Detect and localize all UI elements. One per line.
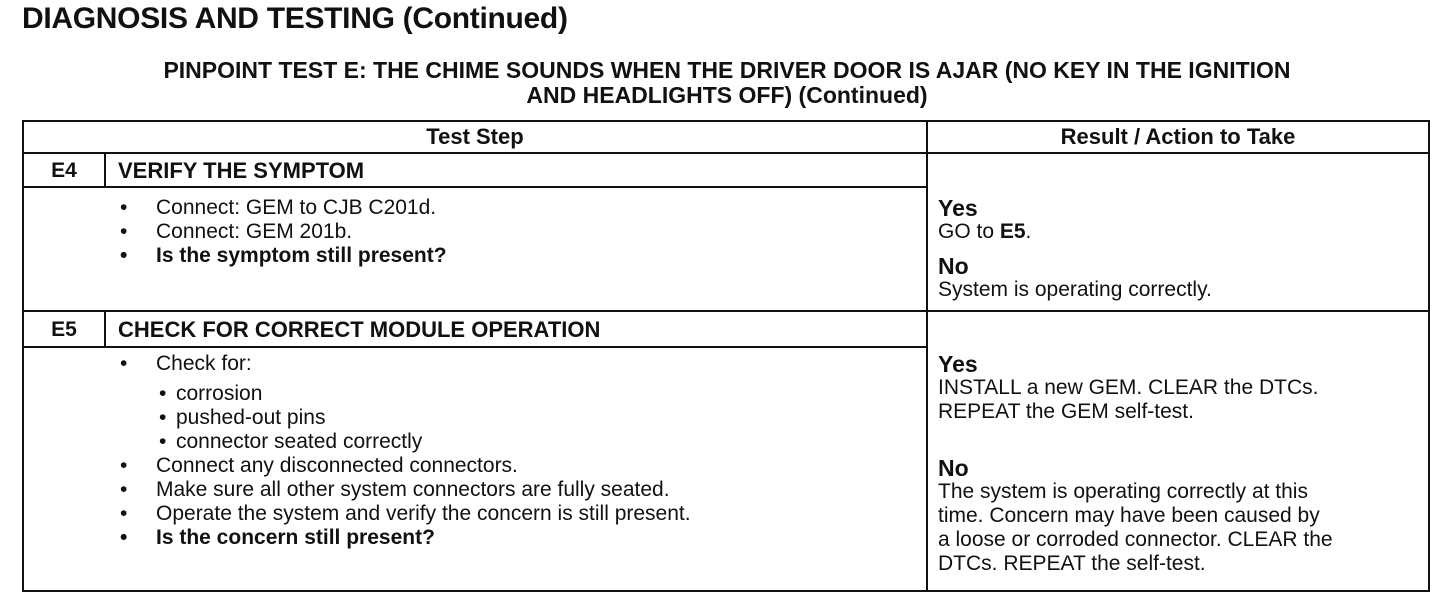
subtitle-line-1: PINPOINT TEST E: THE CHIME SOUNDS WHEN THE DRIVER DOOR IS AJAR (NO KEY IN THE IGNITION xyxy=(163,57,1291,83)
list-item: • Is the symptom still present? xyxy=(116,244,916,268)
step-separator xyxy=(24,310,1428,312)
e4-result xyxy=(938,196,1418,302)
list-item: • connector seated correctly xyxy=(156,430,916,454)
header-divider xyxy=(24,152,1428,154)
list-item: • pushed-out pins xyxy=(156,406,916,430)
e4-step-list xyxy=(116,196,916,268)
e5-yes-line: REPEAT the GEM self-test. xyxy=(938,400,1194,423)
list-item: • Make sure all other system connectors are fully seated. xyxy=(116,478,916,502)
pinpoint-test-title xyxy=(22,58,1432,108)
e5-no-line: DTCs. REPEAT the self-test. xyxy=(938,552,1206,575)
list-item: • Connect any disconnected connectors. xyxy=(116,454,916,478)
e4-yes-label: Yes xyxy=(938,195,978,221)
e5-title-divider xyxy=(24,346,926,348)
e5-id-divider xyxy=(104,310,106,346)
e4-yes-ref: E5 xyxy=(999,220,1026,243)
e4-no-text: System is operating correctly. xyxy=(938,278,1212,301)
e4-id-divider xyxy=(104,152,106,186)
e5-step-list xyxy=(116,352,916,550)
list-item: • Check for: • corrosion • pushed-out pins • connector seated correctly xyxy=(116,352,916,454)
step-id-e4: E4 xyxy=(51,159,77,182)
list-item: • corrosion xyxy=(156,382,916,406)
list-item: • Connect: GEM 201b. xyxy=(116,220,916,244)
step-title-e5: CHECK FOR CORRECT MODULE OPERATION xyxy=(118,317,601,342)
check-for-list xyxy=(156,382,916,454)
pinpoint-test-table xyxy=(22,120,1430,592)
e5-no-line: time. Concern may have been caused by xyxy=(938,504,1320,527)
header-test-step: Test Step xyxy=(426,124,524,149)
column-divider xyxy=(926,122,928,590)
subtitle-line-2: AND HEADLIGHTS OFF) (Continued) xyxy=(526,82,928,108)
e5-yes-label: Yes xyxy=(938,351,978,377)
e5-yes-line: INSTALL a new GEM. CLEAR the DTCs. xyxy=(938,376,1319,399)
step-title-e4: VERIFY THE SYMPTOM xyxy=(118,158,365,183)
e4-no-label: No xyxy=(938,253,969,279)
list-item: • Operate the system and verify the concern is still present. xyxy=(116,502,916,526)
list-item: • Connect: GEM to CJB C201d. xyxy=(116,196,916,220)
e5-no-label: No xyxy=(938,455,969,481)
list-item: • Is the concern still present? xyxy=(116,526,916,550)
e4-yes-text: GO to E5. xyxy=(938,220,1032,243)
e5-no-line: The system is operating correctly at this xyxy=(938,480,1308,503)
e4-title-divider xyxy=(24,186,926,188)
page-title: DIAGNOSIS AND TESTING (Continued) xyxy=(22,2,568,35)
header-result-action: Result / Action to Take xyxy=(1060,124,1296,149)
step-id-e5: E5 xyxy=(51,318,77,341)
e5-result xyxy=(938,352,1424,576)
e5-no-line: a loose or corroded connector. CLEAR the xyxy=(938,528,1333,551)
